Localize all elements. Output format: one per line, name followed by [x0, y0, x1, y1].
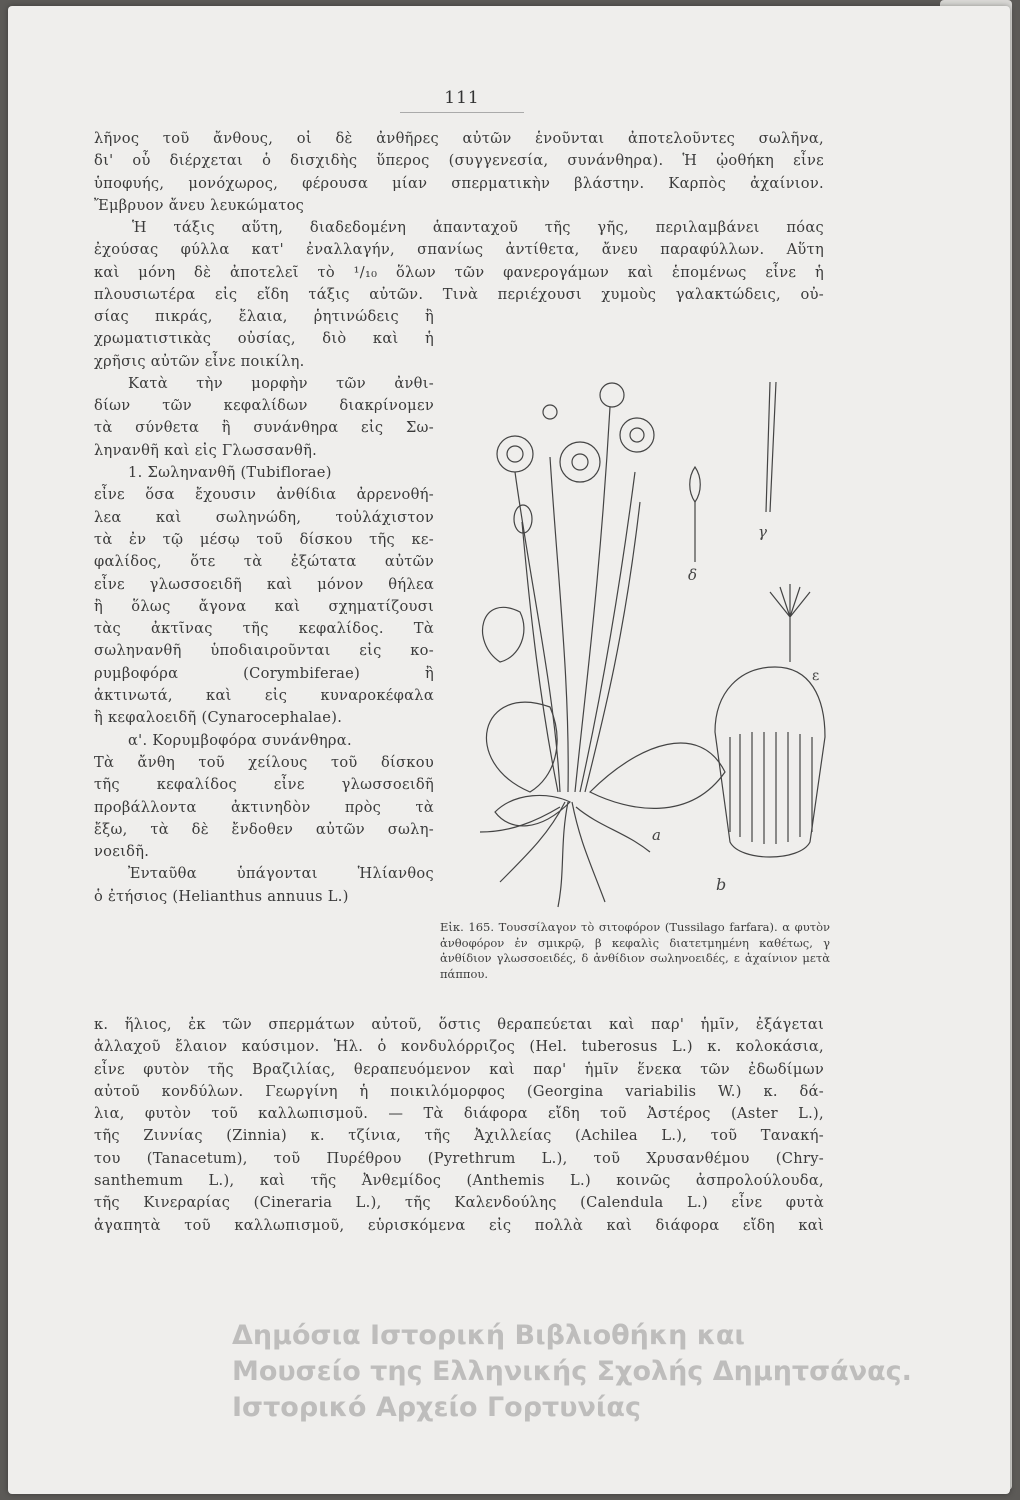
- text-line: Ἡ τάξις αὕτη, διαδεδομένη ἁπανταχοῦ τῆς γῆς, περιλαμβάνει πόας: [132, 219, 824, 237]
- text-line: δίων τῶν κεφαλίδων διακρίνομεν: [94, 397, 434, 415]
- text-line: καὶ μόνη δὲ ἀποτελεῖ τὸ ¹/₁₀ ὅλων τῶν φανερογάμων καὶ ἑπομένως εἶνε ἡ: [94, 263, 824, 281]
- page-number: 111: [444, 88, 480, 108]
- text-line: Ἐνταῦθα ὑπάγονται Ἡλίανθος: [128, 865, 434, 883]
- header-rule: [400, 112, 524, 113]
- text-line: λῆνος τοῦ ἄνθους, οἱ δὲ ἀνθῆρες αὐτῶν ἑνοῦνται ἀποτελοῦντες σωλῆνα,: [94, 130, 824, 147]
- text-line: ἢ ὅλως ἄγονα καὶ σχηματίζουσι: [94, 597, 434, 615]
- text-line: τὰ ἐν τῷ μέσῳ τοῦ δίσκου τῆς κε-: [94, 530, 434, 548]
- text-line: τῆς Κινεραρίας (Cineraria L.), τῆς Καλενδούλης (Calendula L.) εἶνε φυτὰ: [94, 1194, 824, 1212]
- text-block-bottom: [94, 1014, 824, 1237]
- watermark-line: Μουσείο της Ελληνικής Σχολής Δημητσάνας.: [232, 1356, 912, 1387]
- text-line: ἔξω, τὰ δὲ ἔνδοθεν αὐτῶν σωλη-: [94, 820, 434, 838]
- text-line: ὁ ἐτήσιος (Helianthus annuus L.): [94, 887, 349, 905]
- text-line: τὰ σύνθετα ἢ συνάνθηρα εἰς Σω-: [94, 419, 434, 437]
- text-line: χρωματιστικὰς οὐσίας, διὸ καὶ ἡ: [94, 330, 434, 348]
- watermark-line: Ιστορικό Αρχείο Γορτυνίας: [232, 1392, 641, 1423]
- figure-label-a: a: [652, 826, 661, 844]
- text-line: ἀγαπητὰ τοῦ καλλωπισμοῦ, εὑρισκόμενα εἰς πολλὰ καὶ διάφορα εἴδη καὶ: [94, 1216, 824, 1234]
- figure-caption: Εἰκ. 165. Τουσσίλαγον τὸ σιτοφόρον (Tussilago farfara). α φυτὸν ἀνθοφόρον ἐν σμικρῷ, β κεφαλὶς διατετμημένη καθέτως, γ ἀνθίδιον γλωσσοειδές, δ ἀνθίδιον σωληνοειδές, ε ἀχαίνιον μετὰ πάππου.: [440, 920, 830, 981]
- text-line: ρυμβοφόρα (Corymbiferae) ἢ: [94, 664, 434, 682]
- text-line: λια, φυτὸν τοῦ καλλωπισμοῦ. — Τὰ διάφορα εἴδη τοῦ Ἀστέρος (Aster L.),: [94, 1105, 824, 1123]
- text-line: ληνανθῆ καὶ εἰς Γλωσσανθῆ.: [94, 441, 318, 459]
- text-line: νοειδῆ.: [94, 843, 150, 861]
- text-line: χρῆσις αὐτῶν εἶνε ποικίλη.: [94, 352, 305, 370]
- text-line: Κατὰ τὴν μορφὴν τῶν ἀνθι-: [128, 374, 434, 392]
- text-line: ἀλλαχοῦ ἔλαιον καύσιμον. Ἡλ. ὁ κονδυλόρριζος (Hel. tuberosus L.) κ. κολοκάσια,: [94, 1038, 824, 1056]
- text-line: δι' οὗ διέρχεται ὁ δισχιδὴς ὕπερος (συγγενεσία, συνάνθηρα). Ἡ ᾠοθήκη εἶνε: [94, 152, 824, 170]
- text-line: santhemum L.), καὶ τῆς Ἀνθεμίδος (Anthemis L.) κοινῶς ἀσπρολούλουδα,: [94, 1172, 824, 1190]
- figure-label-d: δ: [688, 566, 698, 584]
- text-line: σίας πικράς, ἔλαια, ῥητινώδεις ἢ: [94, 308, 434, 325]
- botanical-figure-tussilago: [440, 362, 830, 917]
- text-block-top: [94, 128, 824, 306]
- figure-label-b: b: [716, 875, 727, 894]
- text-line: του (Tanacetum), τοῦ Πυρέθρου (Pyrethrum L.), τοῦ Χρυσανθέμου (Chry-: [94, 1149, 824, 1167]
- text-line: εἶνε ὅσα ἔχουσιν ἀνθίδια ἀρρενοθή-: [94, 486, 434, 504]
- text-line: Τὰ ἄνθη τοῦ χείλους τοῦ δίσκου: [94, 753, 434, 771]
- text-line: κ. ἥλιος, ἐκ τῶν σπερμάτων αὐτοῦ, ὅστις θεραπεύεται καὶ παρ' ἡμῖν, ἐξάγεται: [94, 1016, 824, 1033]
- text-line: 1. Σωληνανθῆ (Tubiflorae): [128, 464, 332, 482]
- figure-label-g: γ: [758, 523, 767, 541]
- text-line: ἢ κεφαλοειδῆ (Cynarocephalae).: [94, 709, 343, 727]
- text-line: φαλίδος, ὅτε τὰ ἐξώτατα αὐτῶν: [94, 553, 434, 571]
- text-line: εἶνε γλωσσοειδῆ καὶ μόνον θήλεα: [94, 575, 434, 593]
- text-line: τῆς κεφαλίδος εἶνε γλωσσοειδῆ: [94, 776, 434, 794]
- text-column-left: [94, 306, 434, 908]
- figure-label-e: ε: [812, 668, 820, 684]
- text-line: ἀκτινωτά, καὶ εἰς κυναροκέφαλα: [94, 687, 434, 705]
- text-line: λεα καὶ σωληνώδη, τοὐλάχιστον: [94, 508, 434, 526]
- text-line: πλουσιωτέρα εἰς εἴδη τάξις αὐτῶν. Τινὰ περιέχουσι χυμοὺς γαλακτώδεις, οὐ-: [94, 286, 824, 304]
- text-line: τὰς ἀκτῖνας τῆς κεφαλίδος. Τὰ: [94, 620, 434, 638]
- text-line: Ἔμβρυον ἄνευ λευκώματος: [94, 196, 305, 214]
- watermark-line: Δημόσια Ιστορική Βιβλιοθήκη και: [232, 1320, 745, 1351]
- text-line: εἶνε φυτὸν τῆς Βραζιλίας, θεραπευόμενον καὶ παρ' ἡμῖν ἕνεκα τῶν ἐδωδίμων: [94, 1060, 824, 1078]
- text-line: ὑποφυής, μονόχωρος, φέρουσα μίαν σπερματικὴν βλάστην. Καρπὸς ἀχαίνιον.: [94, 174, 824, 192]
- text-line: τῆς Ζιννίας (Zinnia) κ. τζίνια, τῆς Ἀχιλλείας (Achilea L.), τοῦ Τανακή-: [94, 1127, 824, 1145]
- text-line: σωληνανθῆ ὑποδιαιροῦνται εἰς κο-: [94, 642, 434, 660]
- library-watermark: [232, 1318, 992, 1426]
- text-line: προβάλλοντα ἀκτινηδὸν πρὸς τὰ: [94, 798, 434, 816]
- text-line: α'. Κορυμβοφόρα συνάνθηρα.: [128, 731, 352, 749]
- text-line: αὐτοῦ κονδύλων. Γεωργίνη ἡ ποικιλόμορφος (Georgina variabilis W.) κ. δά-: [94, 1082, 824, 1100]
- text-line: ἐχούσας φύλλα κατ' ἐναλλαγήν, σπανίως ἀντίθετα, ἄνευ παραφύλλων. Αὕτη: [94, 241, 824, 259]
- plant-illustration: [440, 362, 830, 917]
